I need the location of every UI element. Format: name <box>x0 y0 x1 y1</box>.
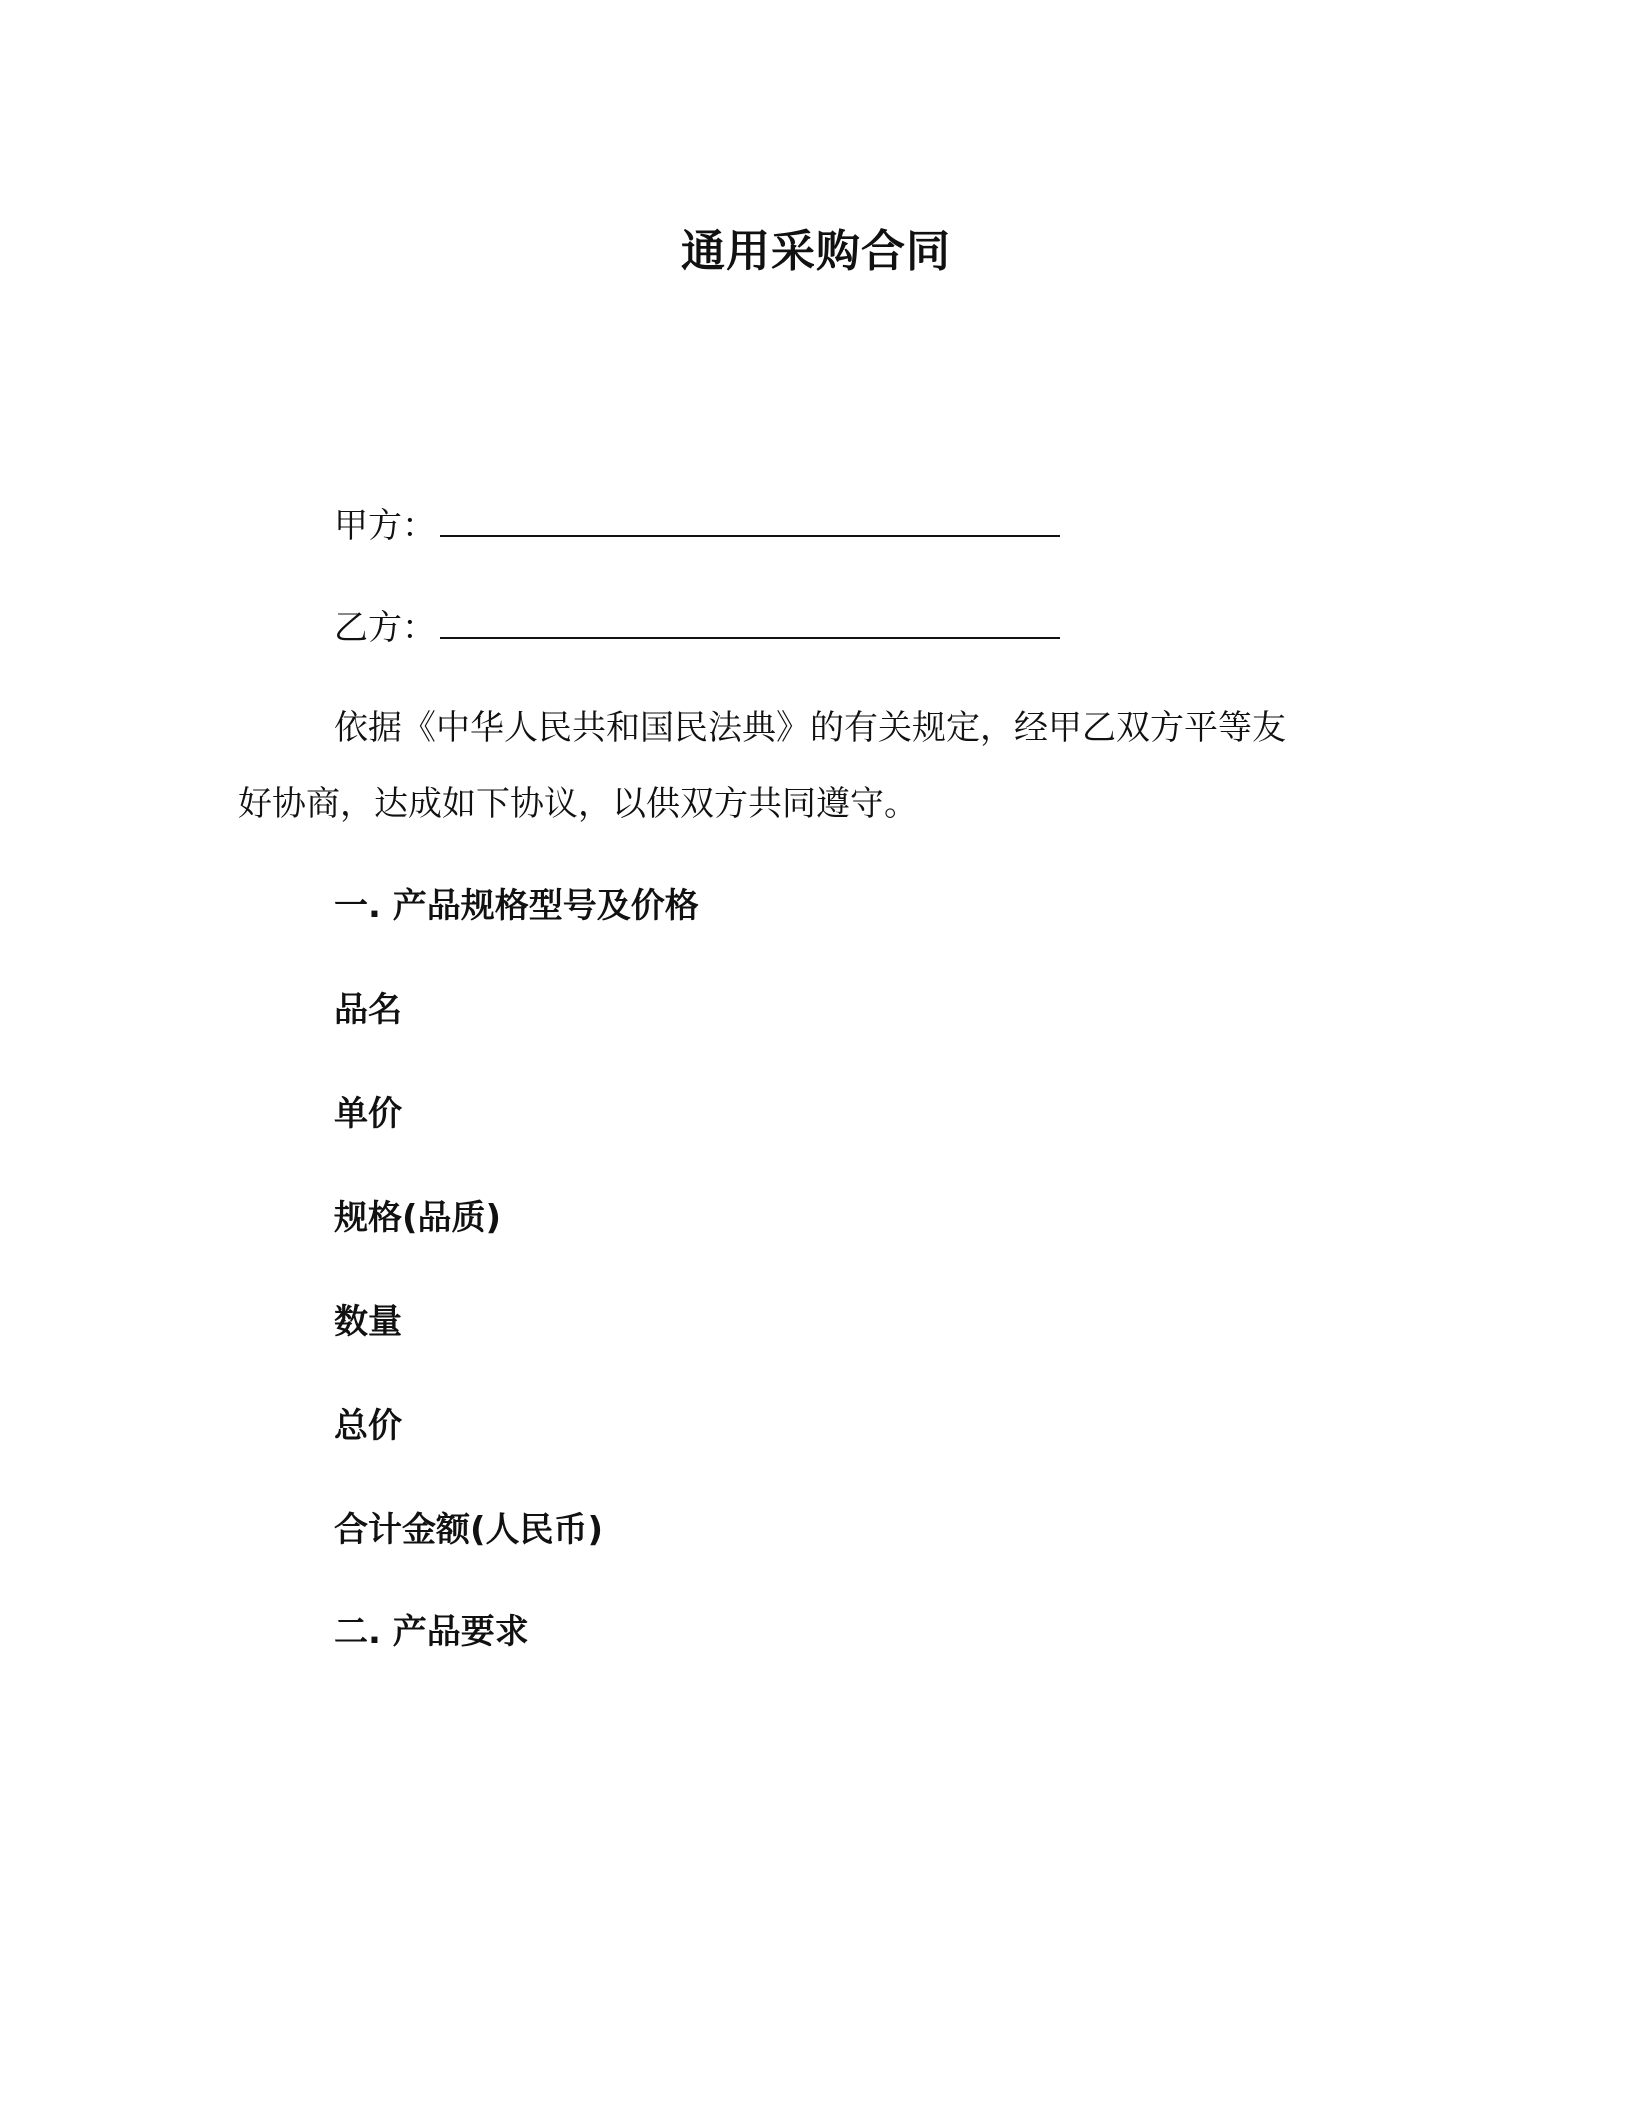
party-a-blank <box>440 503 1060 537</box>
preamble-line-2: 好协商，达成如下协议，以供双方共同遵守。 <box>238 784 918 824</box>
field-specification: 规格(品质) <box>334 1198 502 1238</box>
field-quantity: 数量 <box>334 1302 402 1342</box>
field-total-price: 总价 <box>334 1406 402 1446</box>
field-unit-price: 单价 <box>334 1094 402 1134</box>
party-a-line <box>334 502 1060 550</box>
party-a-label: 甲方： <box>334 506 436 546</box>
field-grand-total: 合计金额(人民币) <box>334 1510 604 1550</box>
party-b-blank <box>440 605 1060 639</box>
section-1-heading: 一. 产品规格型号及价格 <box>334 886 699 926</box>
document-title: 通用采购合同 <box>681 226 951 277</box>
section-2-heading: 二. 产品要求 <box>334 1612 529 1652</box>
party-b-label: 乙方： <box>334 608 436 648</box>
field-product-name: 品名 <box>334 990 402 1030</box>
party-b-line <box>334 604 1060 652</box>
preamble-line-1: 依据《中华人民共和国民法典》的有关规定，经甲乙双方平等友 <box>334 708 1286 748</box>
